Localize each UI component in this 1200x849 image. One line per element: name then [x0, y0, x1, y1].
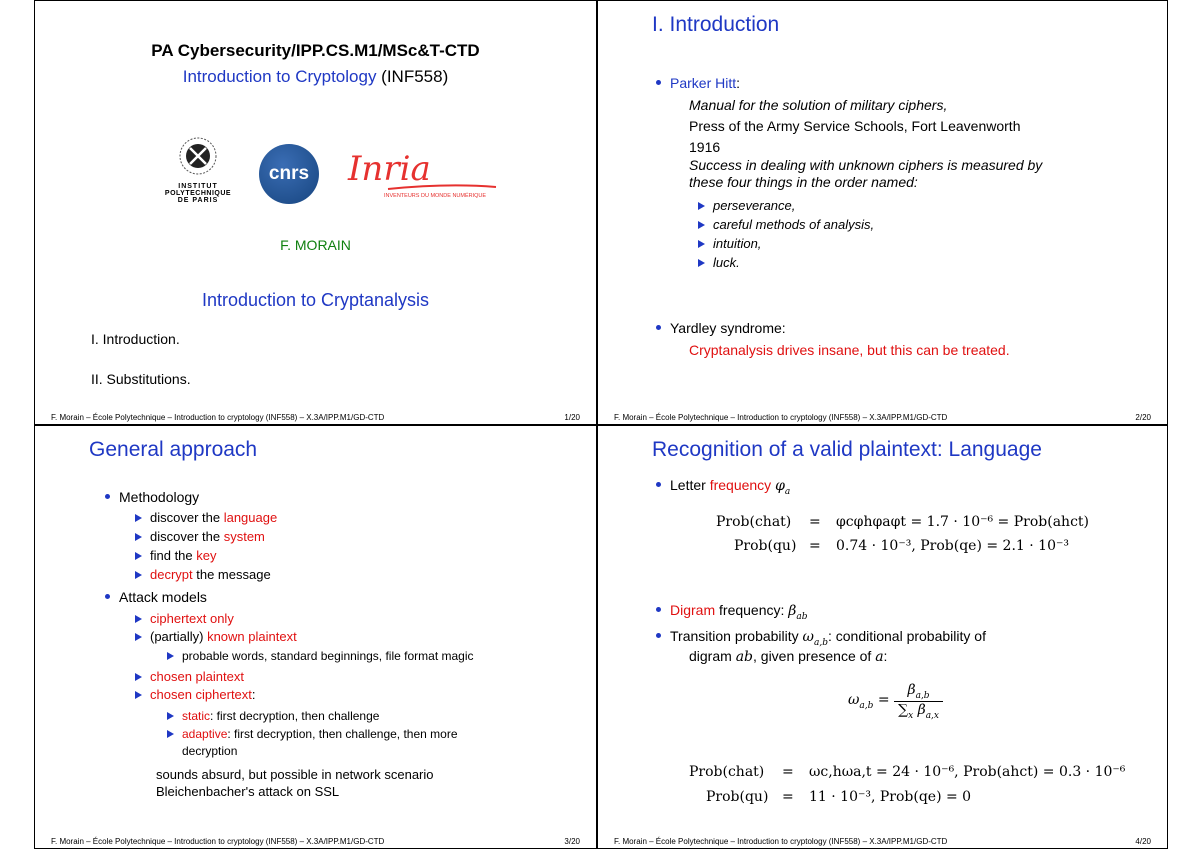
attack-models-label: Attack models: [119, 589, 207, 605]
triangle-bullet-icon: [135, 514, 142, 522]
inria-wordmark: Inria: [348, 149, 431, 189]
bullet-yardley: [656, 319, 786, 337]
footer-text: F. Morain – École Polytechnique – Introduction to cryptology (INF558) – X.3A/IPP.M1/GD-CTD: [51, 413, 385, 422]
slide-2: [597, 0, 1168, 425]
book-year: 1916: [689, 139, 721, 155]
triangle-bullet-icon: [698, 202, 705, 210]
bullet-dot-icon: [656, 80, 661, 85]
course-code: (INF558): [376, 67, 449, 86]
triangle-bullet-icon: [135, 673, 142, 681]
ipp-line-2: POLYTECHNIQUE: [164, 190, 232, 197]
attack-known-plaintext: [135, 629, 297, 644]
variant-text: : first decryption, then challenge, then more: [227, 727, 458, 741]
probable-words: [167, 649, 474, 663]
omega-symbol: $\omega_{a,b}$: [802, 629, 828, 648]
thing-3: [698, 236, 761, 251]
page-number: 1/20: [564, 413, 580, 422]
step-keyword: key: [196, 548, 217, 563]
bullet-digram: [656, 601, 808, 626]
step-text: discover the: [150, 510, 224, 525]
letter-keyword: frequency: [709, 477, 772, 493]
digram-keyword: Digram: [670, 602, 716, 618]
triangle-bullet-icon: [167, 652, 174, 660]
bullet-dot-icon: [105, 594, 110, 599]
adaptive-variant-cont: decryption: [182, 744, 238, 758]
thing-4: [698, 255, 740, 270]
numerator: $\beta_{a,b}$: [907, 682, 930, 701]
attack-keyword: known plaintext: [207, 629, 297, 644]
thing-text: careful methods of analysis,: [713, 217, 875, 232]
bullet-attack-models: [105, 588, 207, 606]
bullet-dot-icon: [656, 325, 661, 330]
triangle-bullet-icon: [135, 571, 142, 579]
bullet-dot-icon: [656, 482, 661, 487]
bullet-letter-frequency: [656, 476, 790, 501]
thing-text: perseverance,: [713, 198, 796, 213]
ipp-line-1: INSTITUT: [178, 183, 218, 190]
cnrs-wordmark: cnrs: [268, 163, 310, 184]
ipp-line-3: DE PARIS: [177, 197, 219, 204]
omega-lhs: $\omega_{a,b}$ =: [848, 691, 895, 711]
eq1-lhs: Prob(chat): [716, 514, 792, 530]
digram-line2-text: , given presence of: [753, 648, 876, 664]
yardley-text: Cryptanalysis drives insane, but this can be treated.: [689, 342, 1010, 358]
adaptive-variant: [167, 727, 458, 741]
thing-text: luck.: [713, 255, 740, 270]
variant-keyword: adaptive: [182, 727, 228, 741]
attack-text: chosen plaintext: [150, 669, 244, 684]
inria-tagline: INVENTEURS DU MONDE NUMÉRIQUE: [384, 193, 487, 199]
toc-item-1: I. Introduction.: [91, 331, 180, 347]
book-title: Manual for the solution of military ciphers,: [689, 97, 948, 113]
triangle-bullet-icon: [698, 259, 705, 267]
section-title: Introduction to Cryptanalysis: [201, 290, 430, 310]
step-text: find the: [150, 548, 197, 563]
transition-text-rest: : conditional probability of: [827, 628, 986, 644]
triangle-bullet-icon: [135, 533, 142, 541]
beta-symbol: $\beta_{ab}$: [788, 603, 808, 622]
bullet-dot-icon: [105, 494, 110, 499]
eq3-lhs: Prob(chat): [689, 764, 765, 780]
bullet-hitt: [656, 74, 740, 92]
digram-line2-text: digram: [689, 648, 736, 664]
phi-symbol: $\varphi_a$: [775, 478, 791, 497]
triangle-bullet-icon: [167, 712, 174, 720]
slide-1: [34, 0, 597, 425]
step-1: [135, 510, 277, 525]
toc-item-2: II. Substitutions.: [91, 371, 191, 387]
course-subtitle: [35, 67, 596, 87]
slide-title: Recognition of a valid plaintext: Language: [652, 438, 1042, 461]
attack-chosen-plaintext: [135, 669, 244, 684]
eq3-equals: =: [782, 764, 794, 780]
a-symbol: a: [875, 649, 884, 665]
inria-swoosh-icon: [348, 183, 498, 191]
triangle-bullet-icon: [698, 240, 705, 248]
denominator: $\sum_x$ $\beta_{a,x}$: [894, 701, 943, 721]
step-keyword: system: [223, 529, 265, 544]
eq2-rhs: 0.74 · 10⁻³, Prob(qe) = 2.1 · 10⁻³: [836, 538, 1069, 554]
eq3-rhs: ωc,hωa,t = 24 · 10⁻⁶, Prob(ahct) = 0.3 · 10⁻⁶: [809, 764, 1126, 780]
bullet-dot-icon: [656, 633, 661, 638]
footer-text: F. Morain – École Polytechnique – Introduction to cryptology (INF558) – X.3A/IPP.M1/GD-CTD: [614, 837, 948, 846]
attack-keyword: chosen ciphertext: [150, 687, 252, 702]
triangle-bullet-icon: [698, 221, 705, 229]
course-title: PA Cybersecurity/IPP.CS.M1/MSc&T-CTD: [151, 41, 480, 60]
triangle-bullet-icon: [135, 552, 142, 560]
eq4-equals: =: [782, 789, 794, 805]
ipp-seal-icon: [178, 136, 218, 176]
page-number: 2/20: [1135, 413, 1151, 422]
digram-text: frequency:: [715, 602, 789, 618]
variant-text: : first decryption, then challenge: [210, 709, 380, 723]
triangle-bullet-icon: [135, 691, 142, 699]
step-4: [135, 567, 271, 582]
sub-text: probable words, standard beginnings, file format magic: [182, 649, 474, 663]
thing-1: [698, 198, 795, 213]
slide-4: [597, 425, 1168, 849]
eq1-equals: =: [809, 514, 821, 530]
slide-title: I. Introduction: [652, 13, 780, 36]
attack-text: (partially): [150, 629, 208, 644]
slide-footer: [51, 837, 580, 846]
omega-formula: [848, 682, 943, 721]
step-text: the message: [192, 567, 271, 582]
fraction: [894, 682, 943, 721]
eq4-lhs: Prob(qu): [706, 789, 769, 805]
eq2-equals: =: [809, 538, 821, 554]
inria-logo: [348, 151, 498, 206]
digram-given: digram ab, given presence of a:: [689, 648, 888, 665]
book-press: Press of the Army Service Schools, Fort Leavenworth: [689, 118, 1021, 134]
attack-text: ciphertext only: [150, 611, 234, 626]
eq1-rhs: φcφhφaφt = 1.7 · 10⁻⁶ = Prob(ahct): [836, 514, 1089, 530]
eq2-lhs: Prob(qu): [734, 538, 797, 554]
page-number: 4/20: [1135, 837, 1151, 846]
slide-footer: [614, 413, 1151, 422]
attack-ciphertext-only: [135, 611, 234, 626]
step-text: discover the: [150, 529, 224, 544]
hitt-name: Parker Hitt: [670, 75, 737, 91]
course-name: Introduction to Cryptology: [182, 67, 377, 86]
thing-2: [698, 217, 874, 232]
slide-footer: [614, 837, 1151, 846]
bleichenbacher-note: Bleichenbacher's attack on SSL: [156, 784, 340, 799]
ipp-logo: [153, 136, 243, 208]
quote-line-1: Success in dealing with unknown ciphers is measured by: [689, 157, 1043, 173]
colon: :: [736, 75, 741, 91]
bullet-dot-icon: [656, 607, 661, 612]
page-number: 3/20: [564, 837, 580, 846]
transition-text: Transition probability: [670, 628, 803, 644]
attack-chosen-ciphertext: [135, 687, 256, 702]
absurd-note: sounds absurd, but possible in network scenario: [156, 767, 434, 782]
footer-text: F. Morain – École Polytechnique – Introduction to cryptology (INF558) – X.3A/IPP.M1/GD-CTD: [51, 837, 385, 846]
author: F. MORAIN: [280, 237, 351, 253]
step-3: [135, 548, 217, 563]
triangle-bullet-icon: [167, 730, 174, 738]
triangle-bullet-icon: [135, 633, 142, 641]
slide-title: General approach: [89, 438, 258, 461]
step-keyword: decrypt: [150, 567, 193, 582]
footer-text: F. Morain – École Polytechnique – Introduction to cryptology (INF558) – X.3A/IPP.M1/GD-CTD: [614, 413, 948, 422]
thing-text: intuition,: [713, 236, 762, 251]
step-keyword: language: [223, 510, 278, 525]
colon: :: [251, 687, 256, 702]
ab-symbol: ab: [735, 649, 753, 665]
triangle-bullet-icon: [135, 615, 142, 623]
yardley-label: Yardley syndrome:: [670, 320, 786, 336]
bullet-methodology: [105, 488, 199, 506]
quote-line-2: these four things in the order named:: [689, 174, 918, 190]
eq4-rhs: 11 · 10⁻³, Prob(qe) = 0: [809, 789, 972, 805]
slide-footer: [51, 413, 580, 422]
variant-keyword: static: [182, 709, 211, 723]
methodology-label: Methodology: [119, 489, 200, 505]
step-2: [135, 529, 265, 544]
cnrs-logo: [259, 144, 319, 204]
slide-3: [34, 425, 597, 849]
letter-label: Letter: [670, 477, 710, 493]
static-variant: [167, 709, 379, 723]
